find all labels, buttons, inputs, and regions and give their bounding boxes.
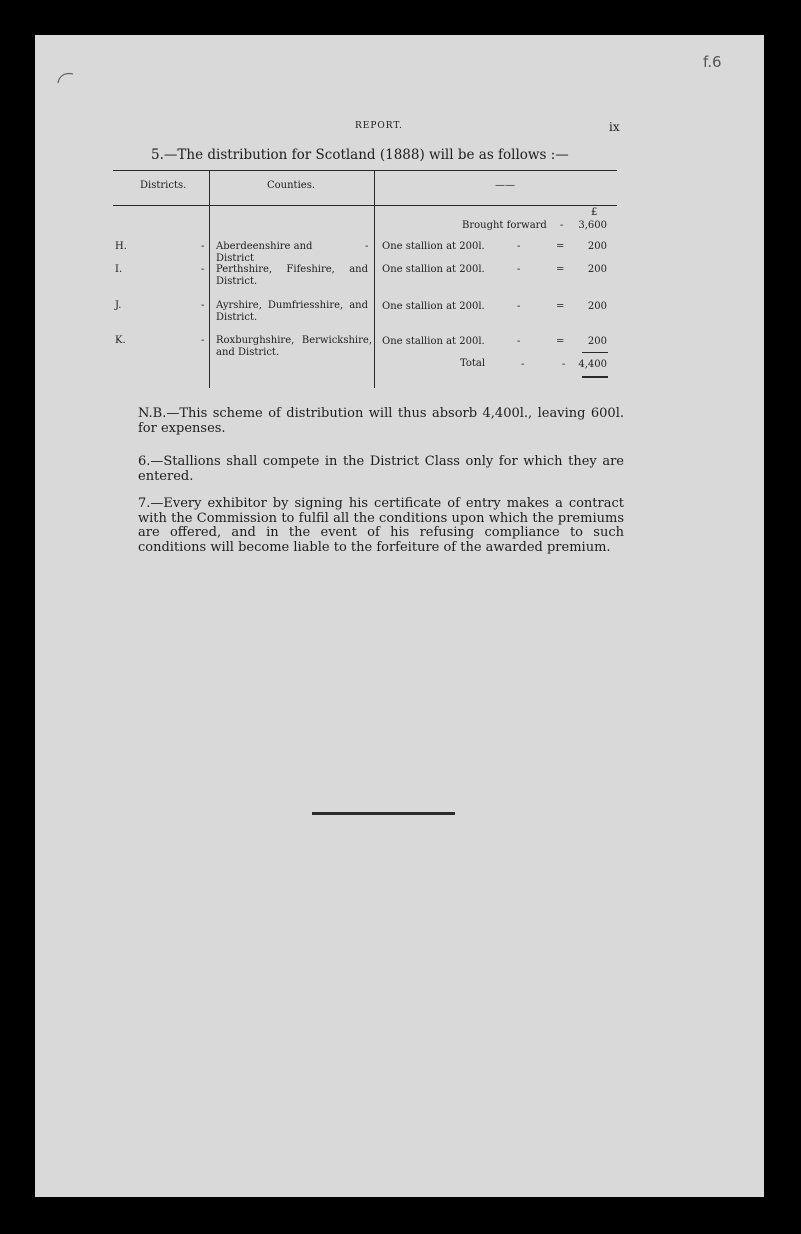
dash: - <box>201 264 205 275</box>
county-name: Ayrshire, Dumfriesshire, and District. <box>216 300 368 323</box>
table-top-rule <box>113 170 617 171</box>
premium-item: One stallion at 200l. <box>382 241 485 252</box>
table-header-rule <box>113 205 617 206</box>
total-label: Total <box>460 358 486 369</box>
dash: - <box>517 241 521 252</box>
county-name: Roxburghshire, Berwickshire, and District. <box>216 335 372 358</box>
premium-item: One stallion at 200l. <box>382 336 485 347</box>
premium-item: One stallion at 200l. <box>382 264 485 275</box>
column-header-blank: —— <box>495 180 515 191</box>
paragraph-7: 7.—Every exhibitor by signing his certificate of entry makes a contract with the Commission to fulfil all the conditions upon which the premiums are offered, and in the event of his refusing compliance to such conditions will become liable to the forfeiture of the awarded premium. <box>138 496 624 555</box>
dash: - <box>517 336 521 347</box>
premium-amount: 200 <box>587 301 607 312</box>
document-page <box>35 35 764 1197</box>
currency-symbol: £ <box>591 207 598 218</box>
column-divider <box>209 170 210 388</box>
brought-forward-label: Brought forward <box>462 220 547 231</box>
equals-sign: = <box>556 301 565 312</box>
district-code: J. <box>115 300 122 311</box>
column-header-districts: Districts. <box>140 180 187 191</box>
paragraph-6: 6.—Stallions shall compete in the District Class only for which they are entered. <box>138 454 624 484</box>
dash: - <box>517 264 521 275</box>
closing-rule <box>312 812 455 815</box>
premium-amount: 200 <box>587 241 607 252</box>
district-code: H. <box>115 241 127 252</box>
district-code: K. <box>115 335 126 346</box>
dash: - <box>365 241 369 252</box>
dash: - <box>560 220 564 231</box>
district-code: I. <box>115 264 123 275</box>
pencil-mark-icon <box>55 71 75 85</box>
column-divider <box>374 170 375 388</box>
dash: - <box>201 300 205 311</box>
brought-forward-amount: 3,600 <box>578 220 607 231</box>
equals-sign: = <box>556 336 565 347</box>
premium-item: One stallion at 200l. <box>382 301 485 312</box>
page-number: ix <box>609 120 620 134</box>
total-amount: 4,400 <box>578 359 607 370</box>
section-heading: 5.—The distribution for Scotland (1888) will be as follows :— <box>151 147 569 163</box>
subtotal-rule <box>582 352 608 353</box>
dash: - <box>562 359 566 370</box>
premium-amount: 200 <box>587 264 607 275</box>
county-name: Perthshire, Fifeshire, and District. <box>216 264 368 287</box>
county-name: Aberdeenshire and District <box>216 241 313 264</box>
equals-sign: = <box>556 264 565 275</box>
dash: - <box>517 301 521 312</box>
dash: - <box>521 359 525 370</box>
column-header-counties: Counties. <box>267 180 315 191</box>
dash: - <box>201 241 205 252</box>
nb-paragraph: N.B.—This scheme of distribution will thus absorb 4,400l., leaving 600l. for expenses. <box>138 406 624 436</box>
running-head: REPORT. <box>355 121 403 131</box>
total-underline <box>582 376 608 378</box>
equals-sign: = <box>556 241 565 252</box>
premium-amount: 200 <box>587 336 607 347</box>
folio-pencil-note: f.6 <box>703 53 722 71</box>
dash: - <box>201 335 205 346</box>
